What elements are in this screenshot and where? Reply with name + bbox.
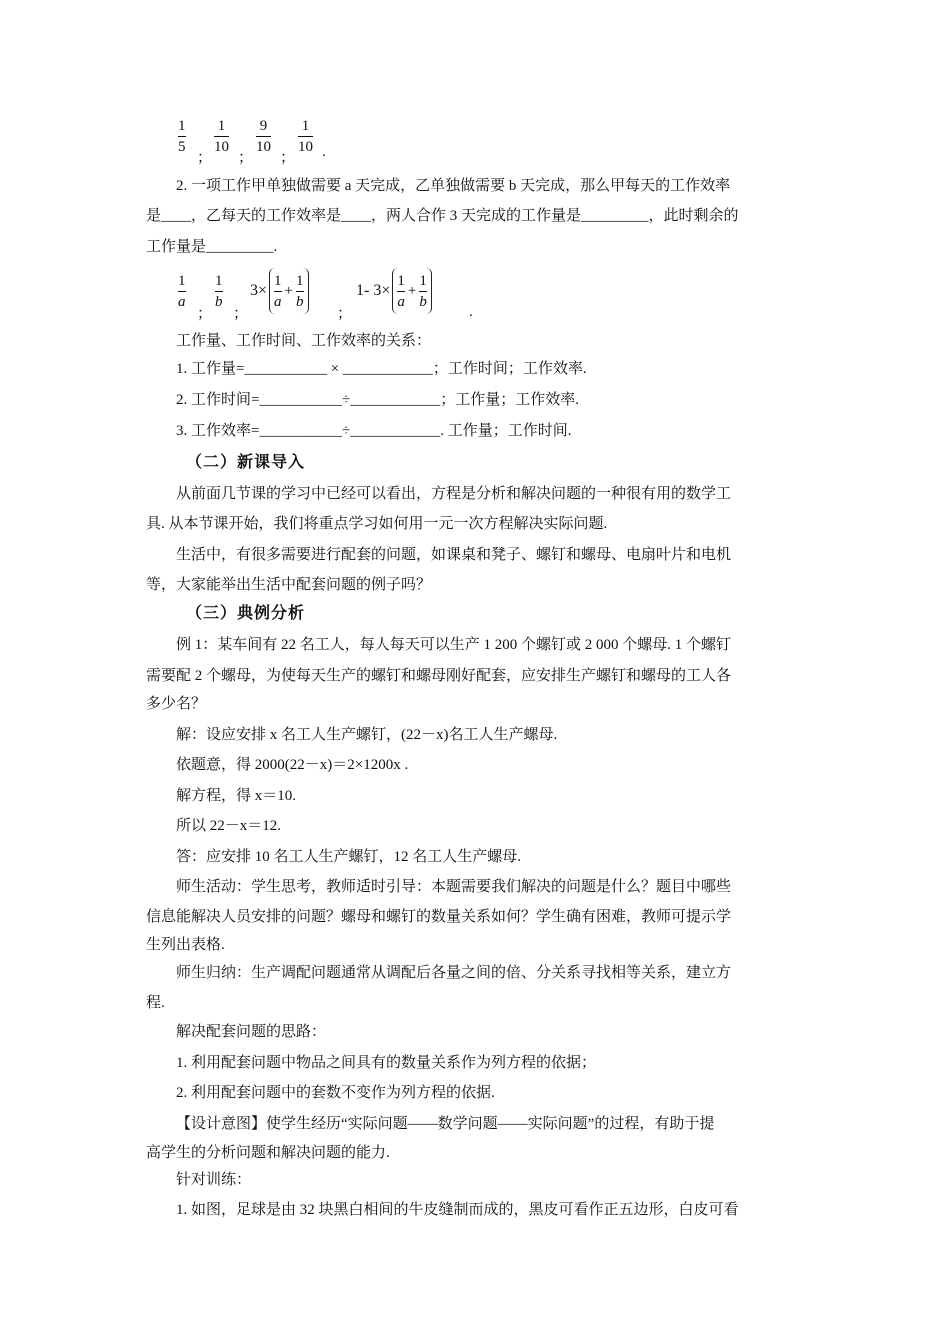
question-2-line-2: 是____，乙每天的工作效率是____，两人合作 3 天完成的工作量是_________，此时剩余的	[146, 208, 739, 224]
relation-2: 2. 工作时间=___________÷____________；工作量；工作效率.	[176, 392, 579, 408]
example-1-line-3: 多少名？	[146, 696, 207, 712]
period: .	[322, 144, 326, 160]
fraction-1-10	[214, 117, 229, 156]
fraction-1-over-a	[397, 272, 405, 311]
fraction-9-10	[256, 117, 271, 156]
paragraph-intro-1a: 从前面几节课的学习中已经可以看出，方程是分析和解决问题的一种很有用的数学工	[176, 486, 732, 502]
fraction-1-over-b	[296, 272, 304, 311]
practice-item-1: 1. 如图，足球是由 32 块黑白相间的牛皮缝制而成的，黑皮可看作正五边形，白皮可看	[176, 1202, 739, 1218]
three-times: 3×	[250, 282, 268, 299]
question-2-line-1: 2. 一项工作甲单独做需要 a 天完成，乙单独做需要 b 天完成，那么甲每天的工作效率	[176, 178, 731, 194]
denominator: a	[397, 293, 405, 310]
solution-step-3: 解方程，得 x＝10.	[176, 788, 297, 804]
period: .	[469, 304, 473, 320]
paragraph-intro-1b: 具. 从本节课开始，我们将重点学习如何用一元一次方程解决实际问题.	[146, 516, 608, 532]
fraction-1-5	[178, 117, 186, 156]
example-1-line-2: 需要配 2 个螺母，为使每天生产的螺钉和螺母刚好配套，应安排生产螺钉和螺母的工人各	[146, 668, 732, 684]
fraction-1-over-b	[419, 272, 427, 311]
numerator: 9	[259, 118, 268, 134]
relation-3: 3. 工作效率=___________÷____________. 工作量；工作时间.	[176, 423, 572, 439]
denominator: 5	[178, 139, 186, 155]
separator: ；	[233, 306, 249, 322]
fraction-1-over-a	[178, 272, 186, 311]
numerator: 1	[178, 273, 186, 289]
question-2-line-3: 工作量是_________.	[146, 239, 278, 255]
numerator: 1	[274, 272, 282, 289]
numerator: 1	[296, 272, 304, 289]
design-intent-line-1: 【设计意图】使学生经历“实际问题——数学问题——实际问题”的过程，有助于提	[176, 1116, 715, 1132]
denominator: 10	[214, 139, 229, 155]
section-heading-new-lesson: （二）新课导入	[186, 454, 306, 471]
numerator: 1	[178, 118, 186, 134]
plus-sign: +	[284, 282, 293, 299]
fraction-1-over-a	[274, 272, 282, 311]
separator: ；	[238, 150, 254, 166]
separator: ；	[197, 306, 213, 322]
parentheses	[392, 268, 431, 314]
separator: ；	[280, 150, 296, 166]
solution-step-4: 所以 22－x＝12.	[176, 818, 282, 834]
numerator: 1	[397, 272, 405, 289]
separator: ；	[337, 306, 353, 322]
approach-title: 解决配套问题的思路：	[176, 1024, 327, 1040]
summary-line-2: 程.	[146, 995, 165, 1011]
numerator: 1	[215, 273, 223, 289]
solution-answer: 答：应安排 10 名工人生产螺钉，12 名工人生产螺母.	[176, 849, 522, 865]
section-heading-examples: （三）典例分析	[186, 605, 306, 622]
denominator: b	[419, 293, 427, 310]
activity-line-3: 生列出表格.	[146, 937, 225, 953]
denominator: b	[296, 293, 304, 310]
relation-1: 1. 工作量=___________ × ____________；工作时间；工作效率.	[176, 361, 587, 377]
expression-remaining-work	[356, 268, 434, 314]
numerator: 1	[217, 118, 226, 134]
numerator: 1	[301, 118, 310, 134]
solution-step-2: 依题意，得 2000(22－x)＝2×1200x .	[176, 757, 409, 773]
denominator: b	[215, 294, 223, 310]
denominator: 10	[298, 139, 313, 155]
practice-title: 针对训练：	[176, 1172, 252, 1188]
expression-combined-work	[250, 268, 311, 314]
paragraph-intro-2b: 等，大家能举出生活中配套问题的例子吗？	[146, 577, 432, 593]
example-1-line-1: 例 1：某车间有 22 名工人，每人每天可以生产 1 200 个螺钉或 2 000 个螺母. 1 个螺钉	[176, 637, 732, 653]
separator: ；	[197, 150, 213, 166]
paragraph-intro-2a: 生活中，有很多需要进行配套的问题，如课桌和凳子、螺钉和螺母、电扇叶片和电机	[176, 547, 732, 563]
approach-item-2: 2. 利用配套问题中的套数不变作为列方程的依据.	[176, 1085, 495, 1101]
denominator: 10	[256, 139, 271, 155]
fraction-1-10-b	[298, 117, 313, 156]
numerator: 1	[419, 272, 427, 289]
parentheses	[269, 268, 308, 314]
summary-line-1: 师生归纳：生产调配问题通常从调配后各量之间的倍、分关系寻找相等关系，建立方	[176, 965, 732, 981]
one-minus-three-times: 1- 3×	[356, 282, 391, 299]
denominator: a	[178, 294, 186, 310]
solution-step-1: 解：设应安排 x 名工人生产螺钉，(22－x)名工人生产螺母.	[176, 727, 558, 743]
design-intent-line-2: 高学生的分析问题和解决问题的能力.	[146, 1145, 390, 1161]
activity-line-2: 信息能解决人员安排的问题？螺母和螺钉的数量关系如何？学生确有困难，教师可提示学	[146, 909, 732, 925]
plus-sign: +	[407, 282, 417, 299]
fraction-1-over-b	[215, 272, 223, 311]
relations-title: 工作量、工作时间、工作效率的关系：	[176, 333, 432, 349]
approach-item-1: 1. 利用配套问题中物品之间具有的数量关系作为列方程的依据；	[176, 1055, 597, 1071]
denominator: a	[274, 293, 282, 310]
activity-line-1: 师生活动：学生思考，教师适时引导：本题需要我们解决的问题是什么？题目中哪些	[176, 879, 732, 895]
